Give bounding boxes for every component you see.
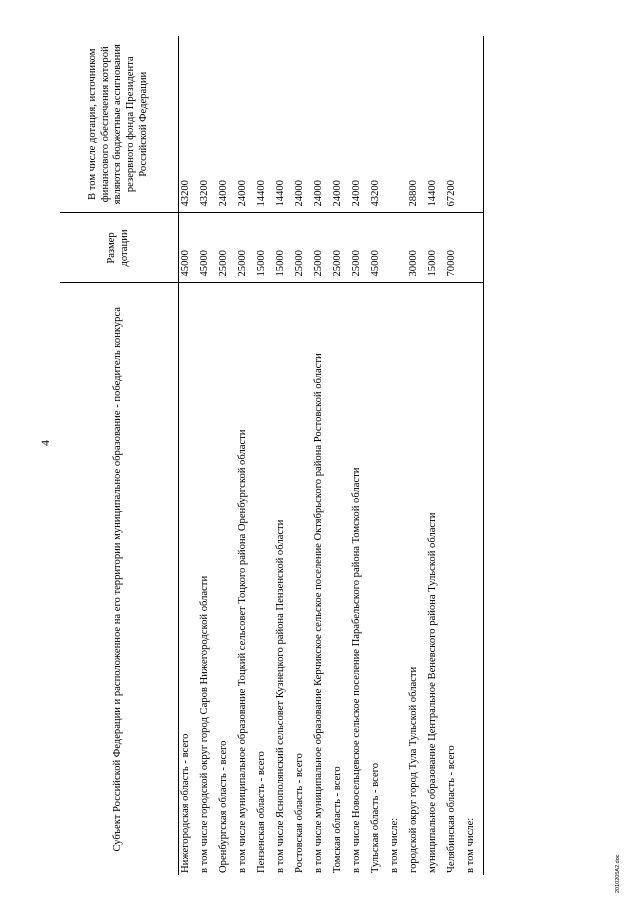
row-grant: 24000 (331, 36, 350, 213)
row-grant: 14400 (274, 36, 293, 213)
row-name: Ростовская область - всего (293, 283, 312, 875)
table-row (293, 36, 312, 875)
table-row (255, 36, 274, 875)
row-size (464, 213, 484, 283)
row-name: Оренбургская область - всего (217, 283, 236, 875)
row-size (388, 213, 407, 283)
row-size: 45000 (178, 213, 198, 283)
table-row (274, 36, 293, 875)
table-row (407, 36, 426, 875)
table-row (236, 36, 255, 875)
table-row (464, 36, 484, 875)
row-name: муниципальное образование Центральное Веневского района Тульской области (426, 283, 445, 875)
document-filename: 2010205A2.doc (615, 854, 621, 893)
row-name: Тульская область - всего (369, 283, 388, 875)
table-body (178, 36, 483, 875)
row-name: Томская область - всего (331, 283, 350, 875)
row-grant (464, 36, 484, 213)
row-name: Челябинская область - всего (445, 283, 464, 875)
header-name: Субъект Российской Федерации и расположенное на его территории муниципальное образование - победитель конкурса (60, 283, 178, 875)
row-size: 15000 (274, 213, 293, 283)
row-size: 45000 (369, 213, 388, 283)
table-row (388, 36, 407, 875)
row-grant: 28800 (407, 36, 426, 213)
row-name: в том числе муниципальное образование Тоцкий сельсовет Тоцкого района Оренбургской области (236, 283, 255, 875)
row-grant: 43200 (178, 36, 198, 213)
row-size: 25000 (312, 213, 331, 283)
table-row (369, 36, 388, 875)
row-size: 30000 (407, 213, 426, 283)
row-size: 25000 (236, 213, 255, 283)
row-size: 25000 (350, 213, 369, 283)
header-grant: В том числе дотация, источником финансового обеспечения которой являются бюджетные ассигнования резервного фонда Президента Российской Федерации (60, 36, 178, 213)
row-grant: 14400 (426, 36, 445, 213)
row-grant: 24000 (293, 36, 312, 213)
row-size: 25000 (293, 213, 312, 283)
page-number: 4 (38, 440, 52, 446)
row-grant: 24000 (312, 36, 331, 213)
table-row (198, 36, 217, 875)
row-name: в том числе: (388, 283, 407, 875)
row-name: в том числе Яснополянский сельсовет Кузнецкого района Пензенской области (274, 283, 293, 875)
row-size: 25000 (217, 213, 236, 283)
row-name: в том числе городской округ город Саров Нижегородской области (198, 283, 217, 875)
row-grant: 24000 (236, 36, 255, 213)
grant-table (60, 36, 484, 875)
row-size: 70000 (445, 213, 464, 283)
row-grant: 43200 (369, 36, 388, 213)
row-name: городской округ город Тула Тульской области (407, 283, 426, 875)
row-name: Нижегородская область - всего (178, 283, 198, 875)
table-row (445, 36, 464, 875)
table-row (312, 36, 331, 875)
table-row (178, 36, 198, 875)
row-size: 15000 (426, 213, 445, 283)
row-grant: 67200 (445, 36, 464, 213)
row-grant: 24000 (350, 36, 369, 213)
row-grant (388, 36, 407, 213)
row-name: в том числе муниципальное образование Керчикское сельское поселение Октябрьского района Ростовской области (312, 283, 331, 875)
row-size: 45000 (198, 213, 217, 283)
row-name: в том числе Новосельцевское сельское поселение Парабельского района Томской области (350, 283, 369, 875)
table-row (331, 36, 350, 875)
table-row (426, 36, 445, 875)
row-name: Пензенская область - всего (255, 283, 274, 875)
table-row (217, 36, 236, 875)
row-grant: 43200 (198, 36, 217, 213)
row-size: 25000 (331, 213, 350, 283)
row-name: в том числе: (464, 283, 484, 875)
table-header-row (60, 36, 178, 875)
row-size: 15000 (255, 213, 274, 283)
table-row (350, 36, 369, 875)
row-grant: 14400 (255, 36, 274, 213)
row-grant: 24000 (217, 36, 236, 213)
header-size: Размер дотации (60, 213, 178, 283)
